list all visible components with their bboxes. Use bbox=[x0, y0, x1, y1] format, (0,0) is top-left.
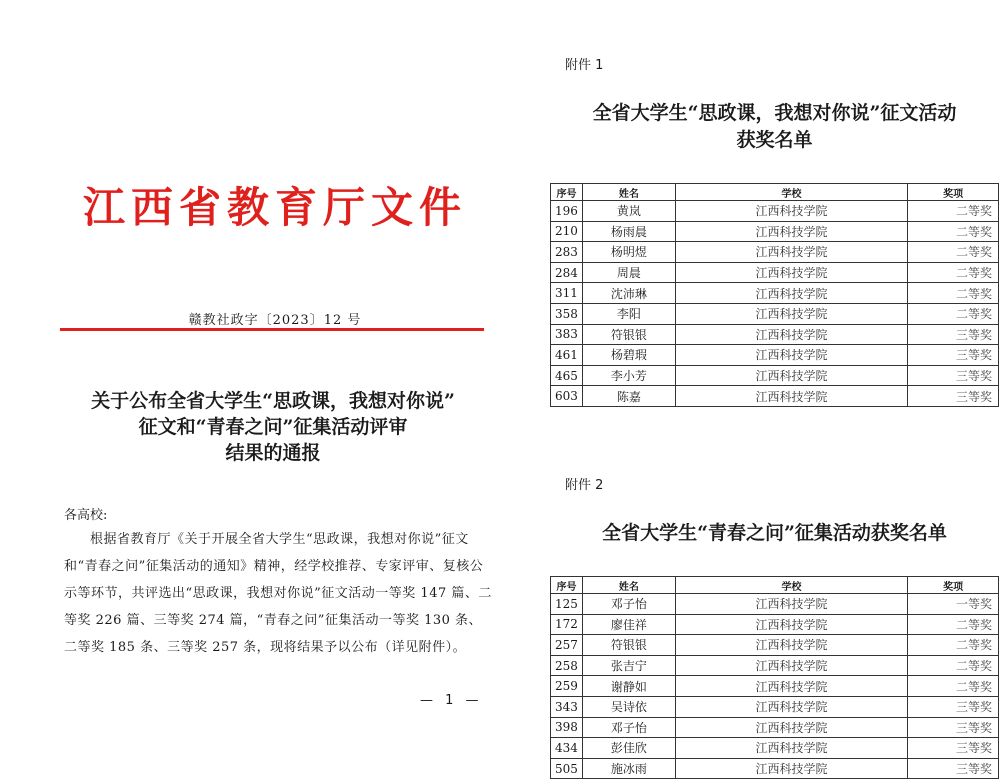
table-row bbox=[551, 324, 999, 345]
cell-no: 461 bbox=[551, 345, 583, 366]
cell-award: 二等奖 bbox=[908, 262, 999, 283]
cell-school: 江西科技学院 bbox=[675, 594, 907, 615]
cell-name: 邓子怡 bbox=[582, 594, 675, 615]
cell-award: 三等奖 bbox=[908, 365, 999, 386]
column-header-school: 学校 bbox=[675, 577, 907, 594]
table-row bbox=[551, 655, 999, 676]
cell-name: 杨碧瑕 bbox=[582, 345, 675, 366]
cell-name: 杨明煜 bbox=[582, 242, 675, 263]
cell-no: 343 bbox=[551, 696, 583, 717]
column-header-no: 序号 bbox=[551, 184, 583, 201]
column-header-name: 姓名 bbox=[582, 184, 675, 201]
cell-name: 吴诗依 bbox=[582, 696, 675, 717]
cell-school: 江西科技学院 bbox=[675, 201, 907, 222]
cell-school: 江西科技学院 bbox=[675, 635, 907, 656]
cell-name: 黄岚 bbox=[582, 201, 675, 222]
table-row bbox=[551, 594, 999, 615]
table-row bbox=[551, 738, 999, 759]
cell-school: 江西科技学院 bbox=[675, 758, 907, 779]
cell-name: 杨雨晨 bbox=[582, 221, 675, 242]
notice-title-line: 征文和“青春之问”征集活动评审 bbox=[138, 416, 408, 438]
cell-school: 江西科技学院 bbox=[675, 303, 907, 324]
cell-no: 259 bbox=[551, 676, 583, 697]
cell-school: 江西科技学院 bbox=[675, 655, 907, 676]
cell-name: 张吉宁 bbox=[582, 655, 675, 676]
cell-name: 李阳 bbox=[582, 303, 675, 324]
cell-no: 258 bbox=[551, 655, 583, 676]
cell-award: 三等奖 bbox=[908, 386, 999, 407]
cell-name: 廖佳祥 bbox=[582, 614, 675, 635]
cell-school: 江西科技学院 bbox=[675, 262, 907, 283]
table-row bbox=[551, 303, 999, 324]
cell-school: 江西科技学院 bbox=[675, 345, 907, 366]
cell-no: 311 bbox=[551, 283, 583, 304]
table-row bbox=[551, 717, 999, 738]
cell-school: 江西科技学院 bbox=[675, 738, 907, 759]
cell-no: 257 bbox=[551, 635, 583, 656]
table-row bbox=[551, 201, 999, 222]
page-number: — 1 — bbox=[420, 693, 483, 708]
table-row bbox=[551, 635, 999, 656]
column-header-award: 奖项 bbox=[908, 577, 999, 594]
column-header-award: 奖项 bbox=[908, 184, 999, 201]
cell-name: 沈沛琳 bbox=[582, 283, 675, 304]
table-row bbox=[551, 345, 999, 366]
cell-school: 江西科技学院 bbox=[675, 221, 907, 242]
annex1-title-line: 全省大学生“思政课，我想对你说”征文活动 bbox=[592, 102, 957, 124]
annex1-title bbox=[550, 100, 999, 154]
cell-award: 三等奖 bbox=[908, 738, 999, 759]
cell-award: 三等奖 bbox=[908, 758, 999, 779]
annex1-label: 附件 1 bbox=[565, 58, 604, 73]
annex2-title bbox=[550, 520, 999, 547]
table-row bbox=[551, 221, 999, 242]
cell-no: 505 bbox=[551, 758, 583, 779]
cell-award: 二等奖 bbox=[908, 614, 999, 635]
cell-name: 谢静如 bbox=[582, 676, 675, 697]
body-paragraph: 根据省教育厅《关于开展全省大学生“思政课，我想对你说”征文和“青春之问”征集活动的通知》精神，经学校推荐、专家评审、复核公示等环节，共评选出“思政课，我想对你说”征文活动一等奖 147 篇、二等奖 226 篇、三等奖 274 篇，“青春之问”征集活动一等奖 130 条、二等奖 185 条、三等奖 257 条，现将结果予以公布（详见附件）。 bbox=[64, 532, 492, 655]
cell-no: 196 bbox=[551, 201, 583, 222]
notice-title-line: 结果的通报 bbox=[225, 442, 321, 464]
cell-no: 283 bbox=[551, 242, 583, 263]
cell-award: 二等奖 bbox=[908, 283, 999, 304]
cell-school: 江西科技学院 bbox=[675, 283, 907, 304]
cell-school: 江西科技学院 bbox=[675, 717, 907, 738]
addressee: 各高校: bbox=[64, 508, 108, 523]
cell-award: 二等奖 bbox=[908, 655, 999, 676]
cell-no: 383 bbox=[551, 324, 583, 345]
cell-no: 398 bbox=[551, 717, 583, 738]
table-header-row bbox=[551, 184, 999, 201]
document-header: 江西省教育厅文件 bbox=[82, 183, 467, 232]
table-row bbox=[551, 262, 999, 283]
notice-body bbox=[64, 526, 494, 661]
cell-award: 二等奖 bbox=[908, 221, 999, 242]
cell-name: 邓子怡 bbox=[582, 717, 675, 738]
notice-title bbox=[58, 388, 488, 466]
table-row bbox=[551, 676, 999, 697]
cell-no: 125 bbox=[551, 594, 583, 615]
cell-no: 210 bbox=[551, 221, 583, 242]
cell-name: 施冰雨 bbox=[582, 758, 675, 779]
cell-no: 603 bbox=[551, 386, 583, 407]
cell-award: 二等奖 bbox=[908, 303, 999, 324]
table-row bbox=[551, 758, 999, 779]
cell-school: 江西科技学院 bbox=[675, 365, 907, 386]
cell-no: 284 bbox=[551, 262, 583, 283]
table-row bbox=[551, 365, 999, 386]
notice-title-line: 关于公布全省大学生“思政课，我想对你说” bbox=[91, 390, 455, 412]
cell-school: 江西科技学院 bbox=[675, 386, 907, 407]
cell-name: 陈嘉 bbox=[582, 386, 675, 407]
table-header-row bbox=[551, 577, 999, 594]
table-row bbox=[551, 614, 999, 635]
table-row bbox=[551, 242, 999, 263]
cell-no: 434 bbox=[551, 738, 583, 759]
document-number: 赣教社政字〔2023〕12 号 bbox=[188, 313, 362, 328]
cell-award: 三等奖 bbox=[908, 696, 999, 717]
cell-school: 江西科技学院 bbox=[675, 614, 907, 635]
annex1-title-line: 获奖名单 bbox=[736, 129, 813, 151]
header-divider bbox=[60, 328, 484, 331]
cell-name: 符银银 bbox=[582, 324, 675, 345]
cell-no: 465 bbox=[551, 365, 583, 386]
cell-award: 二等奖 bbox=[908, 242, 999, 263]
cell-name: 李小芳 bbox=[582, 365, 675, 386]
annex2-title-line: 全省大学生“青春之问”征集活动获奖名单 bbox=[602, 522, 947, 544]
column-header-name: 姓名 bbox=[582, 577, 675, 594]
cell-name: 符银银 bbox=[582, 635, 675, 656]
cell-name: 彭佳欣 bbox=[582, 738, 675, 759]
cell-name: 周晨 bbox=[582, 262, 675, 283]
cell-award: 三等奖 bbox=[908, 345, 999, 366]
cell-award: 三等奖 bbox=[908, 717, 999, 738]
cell-award: 二等奖 bbox=[908, 635, 999, 656]
cell-award: 三等奖 bbox=[908, 324, 999, 345]
cell-school: 江西科技学院 bbox=[675, 242, 907, 263]
cell-school: 江西科技学院 bbox=[675, 324, 907, 345]
table-row bbox=[551, 696, 999, 717]
annex1-table bbox=[550, 183, 999, 407]
cell-school: 江西科技学院 bbox=[675, 696, 907, 717]
annex-page bbox=[530, 0, 999, 782]
table-row bbox=[551, 283, 999, 304]
cell-no: 172 bbox=[551, 614, 583, 635]
annex2-label: 附件 2 bbox=[565, 478, 604, 493]
column-header-school: 学校 bbox=[675, 184, 907, 201]
annex2-table bbox=[550, 576, 999, 779]
cell-school: 江西科技学院 bbox=[675, 676, 907, 697]
cell-award: 一等奖 bbox=[908, 594, 999, 615]
column-header-no: 序号 bbox=[551, 577, 583, 594]
cell-award: 二等奖 bbox=[908, 201, 999, 222]
cell-no: 358 bbox=[551, 303, 583, 324]
cell-award: 二等奖 bbox=[908, 676, 999, 697]
table-row bbox=[551, 386, 999, 407]
